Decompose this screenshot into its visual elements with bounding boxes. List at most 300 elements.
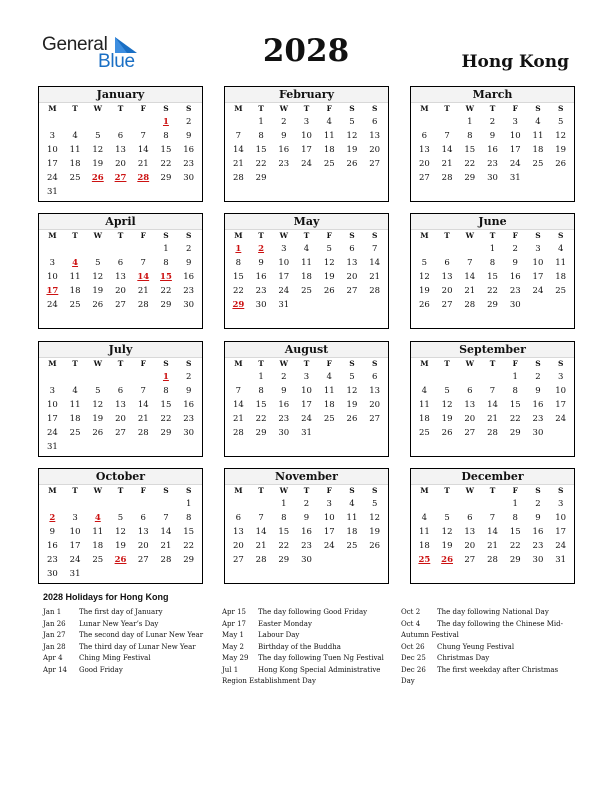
day-cell: 7 [371, 244, 378, 254]
day-cell: 19 [92, 159, 104, 169]
weekday-label: S [535, 104, 541, 113]
day-cell: 12 [92, 400, 104, 410]
day-cell: 22 [232, 286, 244, 296]
day-cell: 23 [183, 159, 195, 169]
empty-day-cell [318, 426, 341, 440]
week-row [411, 384, 574, 398]
day-cell: 24 [555, 414, 567, 424]
day-cell: 26 [346, 414, 358, 424]
empty-day-cell [341, 298, 364, 312]
weekday-label: W [465, 104, 475, 113]
weekday-label: F [140, 104, 146, 113]
day-cell: 6 [467, 386, 473, 396]
day-cell: 27 [464, 428, 476, 438]
day-cell: 30 [301, 555, 312, 565]
week-row [411, 525, 574, 539]
day-cell: 18 [323, 145, 335, 155]
day-cell: 10 [69, 527, 81, 537]
week-row [411, 242, 574, 256]
day-cell: 10 [46, 272, 58, 282]
weekday-label: M [420, 231, 429, 240]
week-row [39, 284, 202, 298]
holiday-day-cell: 26 [91, 173, 104, 183]
day-cell: 22 [278, 541, 290, 551]
day-cell: 20 [464, 541, 476, 551]
day-cell: 19 [555, 145, 567, 155]
day-cell: 17 [323, 527, 335, 537]
day-cell: 14 [441, 145, 453, 155]
weekday-label: T [489, 486, 496, 495]
day-cell: 30 [255, 300, 267, 310]
week-row [411, 398, 574, 412]
day-cell: 15 [160, 145, 172, 155]
day-cell: 25 [323, 159, 335, 169]
day-cell: 16 [487, 145, 498, 155]
week-row [225, 129, 388, 143]
week-row [411, 270, 574, 284]
weekday-label: W [279, 486, 289, 495]
day-cell: 29 [255, 428, 267, 438]
day-cell: 23 [278, 159, 290, 169]
day-cell: 23 [532, 414, 544, 424]
day-cell: 10 [301, 131, 312, 141]
holiday-list-item [43, 630, 213, 642]
week-row [39, 270, 202, 284]
weekday-label: T [72, 486, 78, 495]
day-cell: 6 [371, 117, 378, 127]
weekday-label: T [444, 486, 450, 495]
day-cell: 19 [441, 414, 453, 424]
week-row [225, 256, 388, 270]
weekday-label: M [420, 486, 429, 495]
day-cell: 6 [117, 386, 124, 396]
day-cell: 9 [303, 513, 310, 523]
day-cell: 3 [49, 131, 56, 141]
region-title: Hong Kong [461, 52, 569, 72]
weekday-header-row [39, 485, 202, 497]
calendar-year-title: 2028 [262, 33, 350, 69]
empty-day-cell [41, 497, 64, 511]
day-cell: 21 [441, 159, 453, 169]
empty-day-cell [41, 115, 64, 129]
empty-day-cell [155, 440, 178, 454]
holiday-list-item [43, 665, 213, 677]
week-row [39, 185, 202, 199]
day-cell: 10 [278, 258, 290, 268]
day-cell: 18 [69, 414, 81, 424]
day-cell: 11 [532, 131, 544, 141]
day-cell: 28 [487, 428, 498, 438]
month-february [224, 86, 389, 202]
day-cell: 14 [487, 527, 498, 537]
day-cell: 6 [444, 258, 450, 268]
holiday-date: Jan 27 [43, 631, 66, 639]
weekday-label: F [326, 486, 332, 495]
day-cell: 3 [72, 513, 78, 523]
empty-day-cell [132, 115, 155, 129]
day-cell: 16 [183, 272, 195, 282]
day-cell: 13 [369, 386, 381, 396]
day-cell: 8 [163, 258, 169, 268]
month-september [410, 341, 575, 457]
week-row [39, 398, 202, 412]
day-cell: 16 [183, 400, 195, 410]
weekday-header-row [39, 230, 202, 242]
day-cell: 10 [323, 513, 335, 523]
day-cell: 17 [555, 400, 567, 410]
week-row [39, 242, 202, 256]
day-cell: 13 [115, 400, 126, 410]
day-cell: 7 [235, 131, 242, 141]
day-cell: 12 [441, 400, 453, 410]
day-cell: 25 [532, 159, 544, 169]
weekday-header-row [225, 103, 388, 115]
day-cell: 17 [46, 159, 58, 169]
day-cell: 6 [371, 372, 378, 382]
day-cell: 22 [160, 286, 172, 296]
week-row [39, 256, 202, 270]
day-cell: 11 [69, 145, 81, 155]
day-cell: 13 [346, 258, 358, 268]
day-cell: 19 [323, 272, 335, 282]
weekday-label: M [234, 104, 243, 113]
weekday-label: S [371, 231, 378, 240]
week-row [411, 412, 574, 426]
holiday-date: Jan 26 [43, 619, 66, 628]
holiday-name: Good Friday [79, 665, 123, 674]
holiday-name: The day following National Day [437, 608, 549, 616]
holiday-column-3 [401, 607, 571, 688]
week-row [39, 171, 202, 185]
day-cell: 24 [555, 541, 567, 551]
holiday-date: Jul 1 [222, 665, 239, 674]
day-cell: 24 [509, 159, 521, 169]
logo-text-blue: Blue [98, 51, 135, 72]
day-cell: 8 [258, 386, 264, 396]
day-cell: 4 [421, 513, 428, 523]
week-row [411, 129, 574, 143]
weekday-label: T [303, 359, 310, 368]
day-cell: 5 [421, 258, 428, 268]
weekday-label: S [185, 231, 192, 240]
day-cell: 19 [441, 541, 453, 551]
weekday-label: T [258, 359, 264, 368]
holiday-list-item [43, 607, 213, 619]
empty-day-cell [64, 185, 87, 199]
day-cell: 29 [160, 428, 172, 438]
month-august [224, 341, 389, 457]
day-cell: 20 [464, 414, 476, 424]
day-cell: 3 [535, 244, 541, 254]
day-cell: 31 [301, 428, 312, 438]
empty-day-cell [413, 370, 436, 384]
weekday-header-row [39, 103, 202, 115]
month-title: January [39, 87, 202, 103]
day-cell: 15 [232, 272, 244, 282]
day-cell: 8 [512, 386, 518, 396]
weekday-label: S [163, 104, 169, 113]
day-cell: 17 [555, 527, 567, 537]
day-cell: 26 [92, 300, 104, 310]
empty-day-cell [132, 242, 155, 256]
week-row [225, 539, 388, 553]
day-cell: 24 [301, 159, 312, 169]
weekday-label: S [349, 104, 355, 113]
day-cell: 31 [46, 187, 58, 197]
month-title: May [225, 214, 388, 230]
weekday-header-row [225, 358, 388, 370]
day-cell: 4 [557, 244, 564, 254]
weekday-label: T [489, 359, 496, 368]
weekday-header-row [225, 485, 388, 497]
day-cell: 25 [323, 414, 335, 424]
holiday-list-item [401, 607, 571, 619]
weekday-label: T [117, 104, 124, 113]
day-cell: 28 [160, 555, 172, 565]
weekday-header-row [411, 103, 574, 115]
day-cell: 1 [163, 244, 169, 254]
empty-day-cell [549, 171, 572, 185]
day-cell: 22 [464, 159, 476, 169]
empty-day-cell [109, 370, 132, 384]
day-cell: 21 [232, 159, 244, 169]
holiday-day-cell: 4 [94, 513, 101, 523]
day-cell: 18 [532, 145, 544, 155]
empty-day-cell [527, 171, 550, 185]
day-cell: 23 [255, 286, 267, 296]
holiday-date: Dec 26 [401, 665, 426, 674]
weekday-label: T [303, 486, 310, 495]
day-cell: 12 [418, 272, 430, 282]
day-cell: 23 [278, 414, 290, 424]
day-cell: 24 [532, 286, 544, 296]
holiday-list-item [222, 642, 392, 654]
day-cell: 4 [303, 244, 310, 254]
holiday-list-item [401, 619, 571, 642]
weekday-label: M [48, 486, 57, 495]
day-cell: 2 [535, 372, 541, 382]
day-cell: 7 [140, 386, 146, 396]
week-row [39, 115, 202, 129]
empty-day-cell [318, 553, 341, 567]
holiday-name: Lunar New Year’s Day [79, 619, 159, 628]
day-cell: 11 [301, 258, 312, 268]
holiday-date: Oct 4 [401, 619, 421, 628]
holiday-day-cell: 26 [441, 555, 453, 565]
day-cell: 18 [69, 286, 81, 296]
weekday-label: M [48, 359, 57, 368]
day-cell: 12 [369, 513, 381, 523]
holiday-list-item [401, 642, 571, 654]
day-cell: 6 [421, 131, 428, 141]
empty-day-cell [549, 298, 572, 312]
empty-day-cell [64, 440, 87, 454]
holiday-day-cell: 1 [235, 244, 242, 254]
day-cell: 1 [281, 499, 287, 509]
empty-day-cell [64, 242, 87, 256]
weekday-label: S [349, 486, 355, 495]
week-row [39, 298, 202, 312]
week-row [411, 370, 574, 384]
day-cell: 21 [137, 286, 149, 296]
day-cell: 14 [232, 400, 244, 410]
day-cell: 14 [137, 145, 149, 155]
day-cell: 15 [183, 527, 195, 537]
weekday-label: T [303, 231, 310, 240]
week-row [39, 157, 202, 171]
day-cell: 4 [349, 499, 355, 509]
day-cell: 31 [509, 173, 521, 183]
day-cell: 28 [487, 555, 498, 565]
empty-day-cell [86, 185, 109, 199]
holiday-date: Apr 17 [222, 619, 247, 628]
day-cell: 12 [555, 131, 567, 141]
holiday-name: The day following Tuen Ng Festival [258, 654, 384, 662]
week-row [225, 242, 388, 256]
day-cell: 18 [92, 541, 104, 551]
day-cell: 25 [346, 541, 358, 551]
week-row [411, 115, 574, 129]
day-cell: 6 [467, 513, 473, 523]
day-cell: 12 [323, 258, 335, 268]
day-cell: 22 [183, 541, 195, 551]
day-cell: 1 [467, 117, 473, 127]
day-cell: 19 [92, 286, 104, 296]
day-cell: 5 [371, 499, 378, 509]
day-cell: 24 [69, 555, 81, 565]
holiday-name: Birthday of the Buddha [258, 642, 341, 651]
day-cell: 16 [183, 145, 195, 155]
day-cell: 31 [555, 555, 567, 565]
day-cell: 22 [255, 159, 267, 169]
day-cell: 22 [487, 286, 498, 296]
weekday-label: F [512, 359, 518, 368]
day-cell: 29 [464, 173, 476, 183]
day-cell: 13 [418, 145, 430, 155]
weekday-label: S [557, 486, 564, 495]
weekday-label: S [557, 359, 564, 368]
weekday-label: F [512, 231, 518, 240]
empty-day-cell [458, 370, 481, 384]
day-cell: 1 [512, 499, 518, 509]
weekday-label: W [465, 486, 475, 495]
weekday-label: T [303, 104, 310, 113]
empty-day-cell [295, 171, 318, 185]
day-cell: 23 [46, 555, 58, 565]
day-cell: 24 [323, 541, 335, 551]
weekday-label: T [72, 359, 78, 368]
day-cell: 25 [69, 173, 81, 183]
holiday-day-cell: 25 [418, 555, 431, 565]
weekday-label: S [557, 104, 564, 113]
month-title: September [411, 342, 574, 358]
week-row [411, 284, 574, 298]
empty-day-cell [109, 497, 132, 511]
holiday-list-item [401, 665, 571, 688]
day-cell: 29 [278, 555, 290, 565]
day-cell: 19 [346, 400, 358, 410]
day-cell: 24 [46, 300, 58, 310]
day-cell: 23 [532, 541, 544, 551]
empty-day-cell [41, 242, 64, 256]
weekday-label: M [48, 231, 57, 240]
day-cell: 8 [185, 513, 192, 523]
holiday-name: Labour Day [258, 631, 300, 639]
week-row [39, 384, 202, 398]
empty-day-cell [64, 370, 87, 384]
day-cell: 4 [535, 117, 541, 127]
holiday-name: The first weekday after Christmas Day [401, 665, 559, 685]
day-cell: 29 [160, 300, 172, 310]
day-cell: 13 [137, 527, 149, 537]
holiday-date: Jan 28 [43, 642, 66, 651]
day-cell: 6 [117, 131, 124, 141]
day-cell: 7 [235, 386, 242, 396]
weekday-label: S [557, 231, 564, 240]
weekday-label: T [489, 231, 496, 240]
empty-day-cell [458, 242, 481, 256]
week-row [411, 157, 574, 171]
day-cell: 8 [163, 386, 169, 396]
day-cell: 9 [281, 386, 287, 396]
day-cell: 23 [183, 414, 195, 424]
day-cell: 15 [464, 145, 476, 155]
week-row [39, 567, 202, 581]
day-cell: 23 [301, 541, 312, 551]
day-cell: 28 [137, 300, 149, 310]
day-cell: 18 [346, 527, 358, 537]
empty-day-cell [527, 298, 550, 312]
day-cell: 26 [346, 159, 358, 169]
holiday-list-item [43, 653, 213, 665]
day-cell: 3 [326, 499, 332, 509]
week-row [39, 412, 202, 426]
empty-day-cell [155, 567, 178, 581]
week-row [39, 525, 202, 539]
week-row [39, 440, 202, 454]
weekday-label: M [420, 104, 429, 113]
day-cell: 23 [487, 159, 498, 169]
weekday-label: S [371, 486, 378, 495]
day-cell: 9 [489, 131, 496, 141]
empty-day-cell [318, 171, 341, 185]
day-cell: 8 [163, 131, 169, 141]
day-cell: 10 [509, 131, 521, 141]
day-cell: 2 [303, 499, 310, 509]
holiday-day-cell: 15 [160, 272, 172, 282]
day-cell: 5 [326, 244, 332, 254]
day-cell: 17 [301, 145, 312, 155]
holiday-day-cell: 17 [46, 286, 59, 296]
day-cell: 30 [278, 428, 290, 438]
day-cell: 11 [418, 400, 430, 410]
day-cell: 11 [323, 131, 335, 141]
day-cell: 9 [535, 386, 541, 396]
day-cell: 2 [535, 499, 541, 509]
month-title: July [39, 342, 202, 358]
holiday-name: Hong Kong Special Administrative Region Establishment Day [222, 665, 381, 685]
day-cell: 5 [349, 117, 355, 127]
day-cell: 4 [72, 131, 78, 141]
day-cell: 13 [369, 131, 381, 141]
weekday-label: M [234, 231, 243, 240]
day-cell: 27 [137, 555, 149, 565]
weekday-label: T [258, 231, 264, 240]
holiday-day-cell: 29 [232, 300, 245, 310]
day-cell: 3 [512, 117, 518, 127]
weekday-label: T [117, 231, 124, 240]
weekday-label: F [512, 486, 518, 495]
